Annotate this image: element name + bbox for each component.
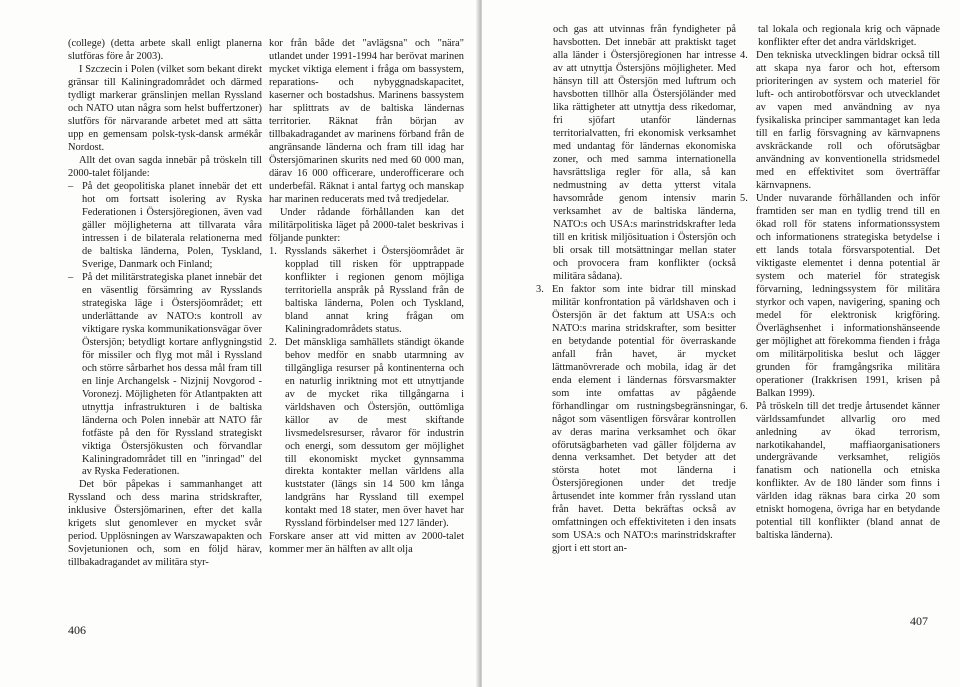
paragraph: Allt det ovan sagda innebär på tröskeln till 2000-talet följande: (68, 154, 262, 179)
paragraph: Forskare anser att vid mitten av 2000-talet kommer mer än hälften av allt olja (269, 531, 464, 556)
right-column-2 (740, 24, 940, 543)
list-item (740, 50, 940, 193)
paragraph: I Szczecin i Polen (vilket som bekant direkt gränsar till Kaliningradområdet och därmed tydligt markerar gränslinjen mellan Ryssland och NATO utan några som helst buffertzoner) slutförs för närvarande arbetet med att sätta upp en gemensam polsk-tysk-dansk armékår Nordost. (68, 63, 262, 153)
paragraph: tal lokala och regionala krig och väpnade konflikter efter det andra världskriget. (758, 24, 940, 48)
item-number: 4. (740, 49, 748, 61)
right-page (482, 0, 960, 687)
item-number: 1. (269, 245, 277, 257)
page-number: 406 (68, 623, 86, 637)
item-number: 6. (740, 400, 748, 412)
item-text: Under nuvarande förhållanden och inför framtiden ser man en tydlig trend till en ökad roll för statens informationssystem och informationens strategiska betydelse i ett lands totala försvarspotential. Det viktigaste elementet i denna potential är system och materiel för strategisk förvarning, ledningssystem för militära styrkor och vapen, navigering, spaning och medel för elektronisk krigföring. Överläghsenhet i informationshänseende ger möjlighet att förekomma fienden i fråga om militärpolitiska beslut och lägger grunden för framgångsrika militära operationer (Irakkrisen 1991, krisen på Balkan 1999). (756, 192, 940, 399)
paragraph: kor från både det "avlägsna" och "nära" utlandet under 1991-1994 har berövat marinen mycket viktiga element i fråga om bassystem, reparations- och nybyggnadskapacitet, kaserner och bostadshus. Marinens bassystem har splittrats av de baltiska ländernas territorier. Räknat från början av tillbakadragandet av marinens förband från de angränsande länderna och fram till idag har Östersjömarinen skurits ned med 60 000 man, därav 16 000 officerare, underofficerare och underbefäl. Räknat i antal fartyg och manskap har marinen reducerats med två tredjedelar. (269, 38, 464, 205)
right-column-1 (536, 24, 736, 556)
list-item (269, 246, 464, 337)
left-page (0, 0, 478, 687)
paragraph: (college) (detta arbete skall enligt planerna slutföras före år 2003). (68, 38, 262, 62)
dash-item-text: På det militärstrategiska planet innebär det en väsentlig försämring av Rysslands strategiska läge i Östersjöområdet; ett underlättande av NATO:s kontroll av viktigare ryska kommunikationsvägar över Östersjön; betydligt kortare anflygningstid för missiler och flyg mot mål i Ryssland och större sårbarhet hos dessa mål fram till en linje Archangelsk - Nizjnij Novgorod - Voronezj. Möjligheten för Atlantpakten att utnyttja infrastrukturen i de baltiska länderna och Polen innebär att NATO får fotfäste på den för Ryssland strategiskt viktiga Östersjökusten och förvandlar Kaliningradområdet till en "inringad" del av Ryska Federationen. (82, 271, 262, 478)
item-text: Den tekniska utvecklingen bidrar också till att skapa nya faror och hot, eftersom prioriteringen av system och materiel för luft- och antirobotförsvar och utvecklandet av vapen med användning av nya fysikaliska principer sammantaget kan leda till en farlig försvagning av kärnvapnens avskräckande roll och oförutsägbar användning av konventionella stridsmedel med en effektivitet som överträffar kärnvapnens. (756, 49, 940, 191)
item-text: På tröskeln till det tredje årtusendet känner världssamfundet allvarlig oro med anledning av ökad terrorism, narkotikahandel, maffiaorganisationers undergrävande verksamhet, religiös fanatism och nationella och etniska konflikter. Av de 180 länder som finns i världen idag räknas bara cirka 20 som etniskt homogena, övriga har en betydande potential till konflikter (bland annat de baltiska länderna). (756, 400, 940, 542)
dash-item-text: På det geopolitiska planet innebär det ett hot om fortsatt isolering av Ryska Federationen i Östersjöregionen, även vad gäller möjligheterna att tillvarata våra intressen i de bilaterala relationerna med de baltiska länderna, Polen, Tyskland, Sverige, Danmark och Finland; (82, 180, 262, 270)
item-number: 3. (536, 283, 544, 295)
left-column-1 (68, 38, 262, 570)
dash-list-item: – På det militärstrategiska planet innebär det en väsentlig försämring av Rysslands strategiska läge i Östersjöområdet; ett underlättande av NATO:s kontroll av viktigare ryska kommunikationsvägar över Östersjön; betydligt kortare anflygningstid för missiler och flyg mot mål i Ryssland och större sårbarhet hos dessa mål fram till en linje Archangelsk - Nizjnij Novgorod - Voronezj. Möjligheten för Atlantpakten att utnyttja infrastrukturen i de baltiska länderna och Polen innebär att NATO får fotfäste på den för Ryssland strategiskt viktiga Östersjökusten och förvandlar Kaliningradområdet till en "inringad" del av Ryska Federationen. (68, 271, 262, 478)
left-column-2 (269, 38, 464, 557)
page-number: 407 (910, 614, 928, 628)
dash-list-item: – På det geopolitiska planet innebär det ett hot om fortsatt isolering av Ryska Federationen i Östersjöregionen, även vad gäller möjligheterna att tillvarata våra intressen i de bilaterala relationerna med de baltiska länderna, Polen, Tyskland, Sverige, Danmark och Finland; (68, 180, 262, 270)
item-number: 5. (740, 192, 748, 204)
list-item (269, 337, 464, 532)
item-text: En faktor som inte bidrar till minskad militär konfrontation på världshaven och i Östersjön är det faktum att USA:s och NATO:s marina stridskrafter, som besitter en betydande potential för överraskande anfall från havet, är mycket lättmanövrerade och mobila, idag är det enda element i ländernas försvarsmakter som inte omfattas av pågående förhandlingar om rustningsbegränsningar, något som väsentligen försvårar kontrollen av deras marina verksamhet och ökar oförutsägbarheten vad gäller följderna av denna verksamhet. Det betyder att det största hotet mot länderna i Östersjöregionen under det tredje årtusendet inte kommer från ryssland utan från havet. Detta bekräftas också av omfattningen och effektiviteten i den insats som USA:s och NATO:s marinstridskrafter gjort i ett stort an- (552, 283, 736, 555)
list-item (536, 284, 736, 557)
numbered-list (740, 50, 940, 543)
item-number: 2. (269, 336, 277, 348)
list-item (740, 193, 940, 401)
paragraph: och gas att utvinnas från fyndigheter på havsbotten. Det innebär att praktiskt taget alla länder i Östersjöregionen har intresse av att utnyttja Östersjöns möjligheter. Med hänsyn till att Östersjön med luftrum och havsbotten tillhör alla Östersjöländer med lika rättigheter att utnyttja dess rikedomar, fri sjöfart utanför ländernas territorialvatten, fri ekonomisk verksamhet med undantag för ländernas ekonomiska zoner, och med samma internationella havsrättsliga regler för alla, så kan nedmustning av detta ytterst vitala havsområde genom intensiv marin verksamhet av de baltiska länderna, NATO:s och USA:s marinstridskrafter leda till en kritisk miljösituation i Östersjön och bli orsak till motsättningar mellan stater och provocera fram konflikter (också militära sådana). (553, 24, 736, 282)
list-item (740, 401, 940, 544)
item-text: Det mänskliga samhällets ständigt ökande behov medför en snabb utarmning av tillgängliga resurser på kontinenterna och en naturlig inriktning mot ett utnyttjande av de mycket rika tillgångarna i världshaven och Östersjön, outtömliga källor av de mest skiftande livsmedelsresurser, råvaror för industrin och energi, som dessutom ger möjlighet till ekonomiskt mycket gynnsamma direkta kontakter mellan världens alla kuststater (längs sin 14 500 km långa landgräns har Ryssland till exempel kontakt med 18 stater, men över havet har Ryssland förbindelser med 127 länder). (285, 336, 464, 530)
item-text: Rysslands säkerhet i Östersjöområdet är kopplad till risken för upptrappade konflikter i regionen genom möjliga territoriella anspråk på Ryssland från de baltiska länderna, Polen och Tyskland, bland annat kring frågan om Kaliningradområdets status. (285, 245, 464, 335)
paragraph: Under rådande förhållanden kan det militärpolitiska läget på 2000-talet beskrivas i följande punkter: (269, 206, 464, 244)
numbered-list (269, 246, 464, 532)
numbered-list (536, 284, 736, 557)
paragraph: Det bör påpekas i sammanhanget att Ryssland och dess marina stridskrafter, inklusive Östersjömarinen, efter det kalla krigets slut genomlever en mycket svår period. Upplösningen av Warszawapakten och Sovjetunionen och, som en följd härav, tillbakadragandet av militära styr- (68, 479, 262, 569)
